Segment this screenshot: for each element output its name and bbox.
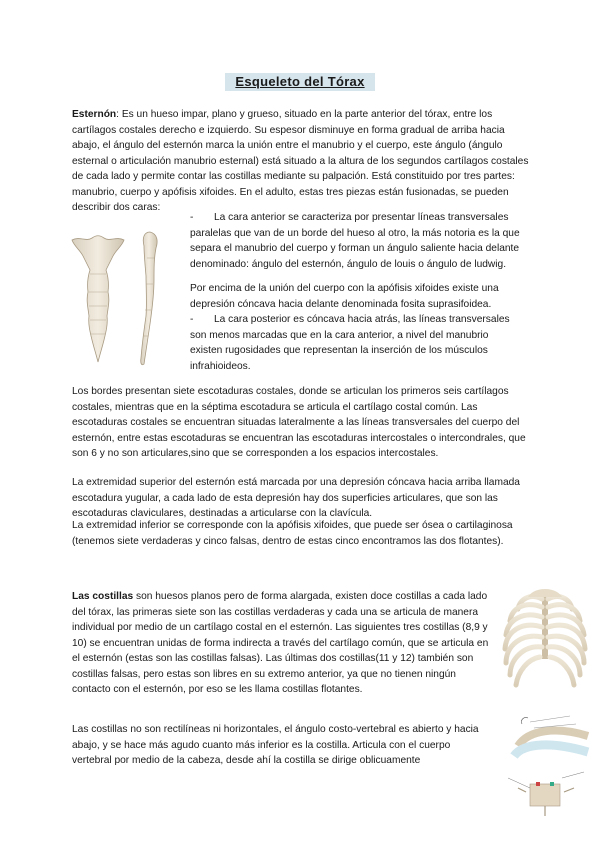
extremidad-inferior-paragraph: La extremidad inferior se corresponde con la apófisis xifoides, que puede ser ósea o cartilaginosa (tenemos siete verdaderas y cinco falsas, dentro de estas cinco encontramos las dos flotantes). xyxy=(72,520,513,547)
sternum-side-illustration xyxy=(132,228,168,370)
fosita-paragraph: Por encima de la unión del cuerpo con la apófisis xifoides existe una depresión cóncava hacia delante denominada fosita suprasifoidea. xyxy=(190,283,499,310)
page-title: Esqueleto del Tórax xyxy=(225,73,375,91)
bordes-paragraph: Los bordes presentan siete escotaduras costales, donde se articulan los primeros seis cartílagos costales, mientras que en la séptima escotadura se articula el cartílago costal común. Las escotaduras costales se encuentran situadas lateralmente a las líneas transversales del cuerpo del esternón, entre estas escotaduras se encuentran las escotaduras intercostales o intercondrales, que son 6 y no son articulares,sino que se corresponden a los espacios intercostales. xyxy=(72,386,526,460)
costillas-intro-text: son huesos planos pero de forma alargada, existen doce costillas a cada lado del tórax, las primeras siete son las costillas verdaderas y cada una se articula de manera individual por medio de un cartílago costal en el esternón. Las siguientes tres costillas (8,9 y 10) se encuentran unidas de forma indirecta a través del cartílago común, que se articula en el esternón (estas son las costillas falsas). Las últimas dos costillas(11 y 12) también son costillas falsas, pero estas son libres en su extremo anterior, ya que no tienen ningún contacto con el esternón, por eso se les llama costillas flotantes. xyxy=(72,591,489,696)
esternon-lead: Esternón xyxy=(72,109,117,120)
bullet-anterior xyxy=(190,210,520,272)
bullet-dash: - xyxy=(190,314,194,325)
esternon-intro xyxy=(72,107,532,216)
esternon-intro-text: : Es un hueso impar, plano y grueso, situado en la parte anterior del tórax, entre los cartílagos costales derecho e izquierdo. Su espesor disminuye en forma gradual de arriba hacia abajo, el ángulo del esternón marca la unión entre el manubrio y el cuerpo, este ángulo (ángulo esternal o articulación manubrio esternal) está situado a la altura de los segundos cartílagos costales de cada lado y permite contar las costillas mediante su palpación. Está constituido por tres partes: manubrio, cuerpo y apófisis xifoides. En el adulto, estas tres piezas están fusionadas, se pueden describir dos caras: xyxy=(72,109,529,214)
bullet-anterior-text: La cara anterior se caracteriza por presentar líneas transversales paralelas que van de un borde del hueso al otro, la más notoria es la que separa el manubrio del cuerpo y forman un ángulo saliente hacia delante denominado: ángulo del esternón, ángulo de louis o ángulo de ludwig. xyxy=(190,212,520,270)
costillas-forma-paragraph: Las costillas no son rectilíneas ni horizontales, el ángulo costo-vertebral es abierto y hacia abajo, y se hace más agudo cuanto más inferior es la costilla. Articula con el cuerpo vertebral por medio de la cabeza, desde ahí la costilla se dirige oblicuamente xyxy=(72,724,479,767)
costillas-paragraph xyxy=(72,589,490,698)
sternum-front-illustration xyxy=(66,232,130,368)
costillas-lead: Las costillas xyxy=(72,591,134,602)
bullet-dash: - xyxy=(190,212,194,223)
bullet-posterior-text: La cara posterior es cóncava hacia atrás, las líneas transversales son menos marcadas que en la cara anterior, a nivel del manubrio existen rugosidades que representan la inserción de los músculos infrahioideos. xyxy=(190,314,510,372)
rib-cage-illustration xyxy=(500,585,590,697)
costovertebral-diagram xyxy=(500,712,592,820)
bullet-posterior xyxy=(190,312,520,374)
extremidad-superior-paragraph: La extremidad superior del esternón está marcada por una depresión cóncava hacia arriba llamada escotadura yugular, a cada lado de esta depresión hay dos superficies articulares, que son las escotaduras claviculares, destinadas a articularse con la clavícula. xyxy=(72,477,520,520)
